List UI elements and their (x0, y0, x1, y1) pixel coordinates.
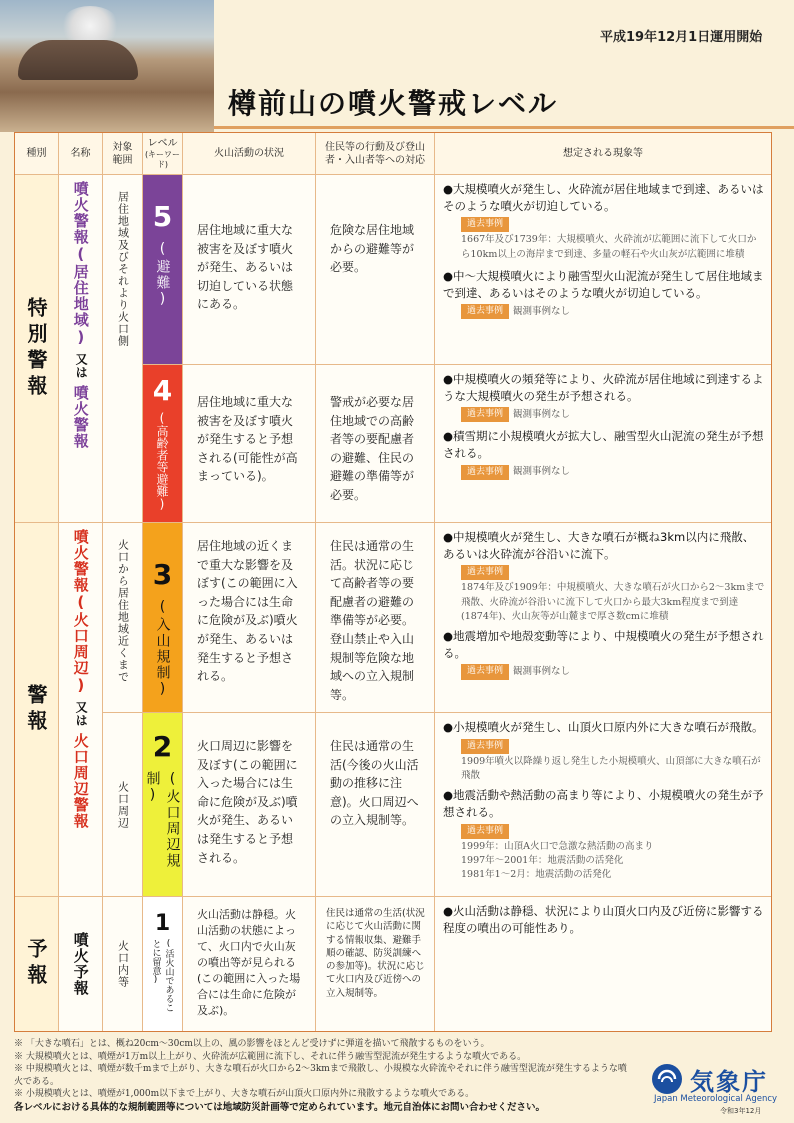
level-4-action: 警戒が必要な居住地域での高齢者等の要配慮者の避難、住民の避難の準備等が必要。 (316, 365, 435, 523)
col-header-action-line2: 者・入山者等への対応 (325, 154, 425, 166)
level-1-activity: 火山活動は静穏。火山活動の状態によって、火口内で火山灰の噴出等が見られる(この範囲に入った場合には生命に危険が及ぶ)。 (183, 897, 316, 1031)
level-1-badge (143, 897, 183, 1031)
range-level-3: 火口から居住地域近くまで (103, 523, 143, 713)
category-warning: 警報 (15, 523, 59, 897)
range-special: 居住地域及びそれより火口側 (103, 175, 143, 523)
edition-date: 令和3年12月 (720, 1107, 762, 1115)
level-5-number: 5 (152, 200, 173, 233)
level-4-badge (143, 365, 183, 523)
volcano-photo (0, 0, 214, 132)
level-4-phenomena (435, 365, 771, 523)
col-header-name: 名称 (59, 133, 103, 175)
level-5-past-case-2: 観測事例なし (513, 305, 571, 317)
level-5-phenomenon-2: ●中～大規模噴火により融雪型火山泥流が発生して居住地域まで到達、あるいはそのような噴火が切迫している。 (443, 268, 764, 300)
level-3-number: 3 (152, 558, 173, 591)
level-1-phenomena (435, 897, 771, 1031)
level-1-phenomenon-1: ●火山活動は静穏、状況により山頂火口内及び近傍に影響する程度の噴出の可能性あり。 (443, 904, 764, 935)
level-1-keyword: (活火山であることに留意) (150, 939, 174, 1012)
level-2-activity: 火口周辺に影響を及ぼす(この範囲に入った場合には生命に危険が及ぶ)噴火が発生、あるいは発生すると予想される。 (183, 713, 316, 897)
col-header-range: 対象範囲 (103, 133, 143, 175)
jma-name-jp: 気象庁 (690, 1068, 768, 1096)
name-special-warning (59, 175, 103, 523)
name-warning-a: 噴火警報(火口周辺) (71, 529, 90, 695)
name-special-a: 噴火警報(居住地域) (71, 181, 90, 347)
level-2-phenomenon-1: ●小規模噴火が発生し、山頂火口原内外に大きな噴石が飛散。 (443, 720, 764, 734)
past-case-tag: 過去事例 (461, 739, 509, 754)
level-4-phenomenon-1: ●中規模噴火の頻発等により、火砕流が居住地域に到達するような大規模噴火の発生が予想される。 (443, 372, 764, 403)
range-level-2: 火口周辺 (103, 713, 143, 897)
level-3-keyword: (入山規制) (154, 599, 171, 699)
level-2-phenomenon-2: ●地震活動や熱活動の高まり等により、小規模噴火の発生が予想される。 (443, 788, 764, 819)
level-1-number: 1 (154, 911, 171, 936)
level-3-past-case-1: 1874年及び1909年：中規模噴火、大きな噴石が火口から2～3kmまで飛散、火砕流が谷沿いに流下して火口から最大3km程度まで到達(1874年)、火山灰等が山麓まで厚さ数cmに堆積 (461, 582, 765, 622)
level-2-phenomena (435, 713, 771, 897)
name-warning (59, 523, 103, 897)
level-5-past-case-1: 1667年及び1739年：大規模噴火、火砕流が広範囲に流下して火口から10km以上の海岸まで到達、多量の軽石や火山灰が広範囲に堆積 (461, 234, 757, 260)
past-case-tag: 過去事例 (461, 217, 509, 232)
level-2-past-case-1: 1909年噴火以降繰り返し発生した小規模噴火、山頂部に大きな噴石が飛散 (461, 755, 761, 781)
footnote-1: ※ 「大きな噴石」とは、概ね20cm～30cm以上の、風の影響をほとんど受けずに弾道を描いて飛散するものをいう。 (14, 1039, 490, 1049)
col-header-action (316, 133, 435, 175)
level-2-past-case-2b: 1997年～2001年：地震活動の活発化 (461, 854, 624, 866)
name-warning-or: 又は (74, 701, 89, 727)
level-5-action: 危険な居住地域からの避難等が必要。 (316, 175, 435, 365)
jma-name-en: Japan Meteorological Agency (654, 1094, 778, 1104)
col-header-keyword: (キーワード) (144, 149, 181, 169)
level-3-activity: 居住地域の近くまで重大な影響を及ぼす(この範囲に入った場合には生命に危険が及ぶ)噴火が発生、あるいは発生すると予想される。 (183, 523, 316, 713)
range-level-1: 火口内等 (103, 897, 143, 1031)
category-special-warning: 特別警報 (15, 175, 59, 523)
col-header-phenomena: 想定される現象等 (435, 133, 771, 175)
name-special-or: 又は (74, 353, 89, 379)
level-1-action: 住民は通常の生活(状況に応じて火山活動に関する情報収集、避難手順の確認、防災訓練への参加等)。状況に応じて火口内及び近傍への立入規制等。 (316, 897, 435, 1031)
category-forecast: 予報 (15, 897, 59, 1031)
level-2-keyword: (火口周辺規制) (144, 771, 181, 869)
level-5-keyword: (避難) (154, 241, 171, 309)
level-4-number: 4 (152, 374, 173, 407)
jma-logo-block (648, 1060, 788, 1115)
col-header-activity: 火山活動の状況 (183, 133, 316, 175)
col-header-action-line1: 住民等の行動及び登山 (325, 141, 425, 153)
level-5-badge (143, 175, 183, 365)
past-case-tag: 過去事例 (461, 304, 509, 319)
level-4-past-case-2: 観測事例なし (513, 466, 571, 478)
lava-dome (18, 40, 138, 80)
level-3-past-case-2: 観測事例なし (513, 665, 571, 677)
past-case-tag: 過去事例 (461, 824, 509, 839)
level-5-phenomenon-1: ●大規模噴火が発生し、火砕流が居住地域まで到達、あるいはそのような噴火が切迫している。 (443, 182, 764, 213)
level-2-badge (143, 713, 183, 897)
col-header-level-label: レベル (147, 137, 178, 149)
level-3-phenomenon-2: ●地震増加や地殻変動等により、中規模噴火の発生が予想される。 (443, 629, 764, 660)
footnotes (14, 1038, 634, 1114)
col-header-type: 種別 (15, 133, 59, 175)
level-2-action: 住民は通常の生活(今後の火山活動の推移に注意)。火口周辺への立入規制等。 (316, 713, 435, 897)
past-case-tag: 過去事例 (461, 565, 509, 580)
jma-logo-icon (650, 1062, 684, 1096)
level-2-past-case-2a: 1999年：山頂A火口で急激な熱活動の高まり (461, 840, 654, 852)
level-4-keyword: (高齢者等避難) (155, 411, 169, 511)
col-header-level (143, 133, 183, 175)
past-case-tag: 過去事例 (461, 664, 509, 679)
level-3-badge (143, 523, 183, 713)
level-5-activity: 居住地域に重大な被害を及ぼす噴火が発生、あるいは切迫している状態にある。 (183, 175, 316, 365)
level-4-past-case-1: 観測事例なし (513, 408, 571, 420)
name-special-b: 噴火警報 (71, 385, 90, 449)
level-5-phenomena (435, 175, 771, 365)
level-2-past-case-2c: 1981年1～2月：地震活動の活発化 (461, 869, 612, 881)
level-3-phenomenon-1: ●中規模噴火が発生し、大きな噴石が概ね3km以内に飛散、あるいは火砕流が谷沿いに流下。 (443, 530, 755, 561)
operation-start-date: 平成19年12月1日運用開始 (600, 30, 763, 45)
level-4-phenomenon-2: ●積雪期に小規模噴火が拡大し、融雪型火山泥流の発生が予想される。 (443, 429, 764, 461)
title-underline (214, 126, 794, 129)
past-case-tag: 過去事例 (461, 465, 509, 480)
footnote-3: ※ 中規模噴火とは、噴煙が数千mまで上がり、大きな噴石が火口から2～3kmまで飛散し、小規模な火砕流やそれに伴う融雪型泥流が発生するような噴火である。 (14, 1064, 627, 1087)
level-2-number: 2 (152, 730, 173, 763)
level-4-activity: 居住地域に重大な被害を及ぼす噴火が発生すると予想される(可能性が高まっている)。 (183, 365, 316, 523)
level-3-action: 住民は通常の生活。状況に応じて高齢者等の要配慮者の避難の準備等が必要。登山禁止や入山規制等危険な地域への立入規制等。 (316, 523, 435, 713)
past-case-tag: 過去事例 (461, 407, 509, 422)
footnote-contact: 各レベルにおける具体的な規制範囲等については地域防災計画等で定められています。地元自治体にお問い合わせください。 (14, 1101, 546, 1113)
name-warning-b: 火口周辺警報 (71, 733, 90, 829)
level-3-phenomena (435, 523, 771, 713)
footnote-4: ※ 小規模噴火とは、噴煙が1,000m以下まで上がり、大きな噴石が山頂火口原内外に飛散するような噴火である。 (14, 1089, 475, 1100)
name-forecast: 噴火予報 (59, 897, 103, 1031)
alert-level-table (14, 132, 772, 1032)
page-title: 樽前山の噴火警戒レベル (228, 87, 559, 120)
footnote-2: ※ 大規模噴火とは、噴煙が1万m以上上がり、火砕流が広範囲に流下し、それに伴う融雪型泥流が発生するような噴火である。 (14, 1051, 527, 1062)
